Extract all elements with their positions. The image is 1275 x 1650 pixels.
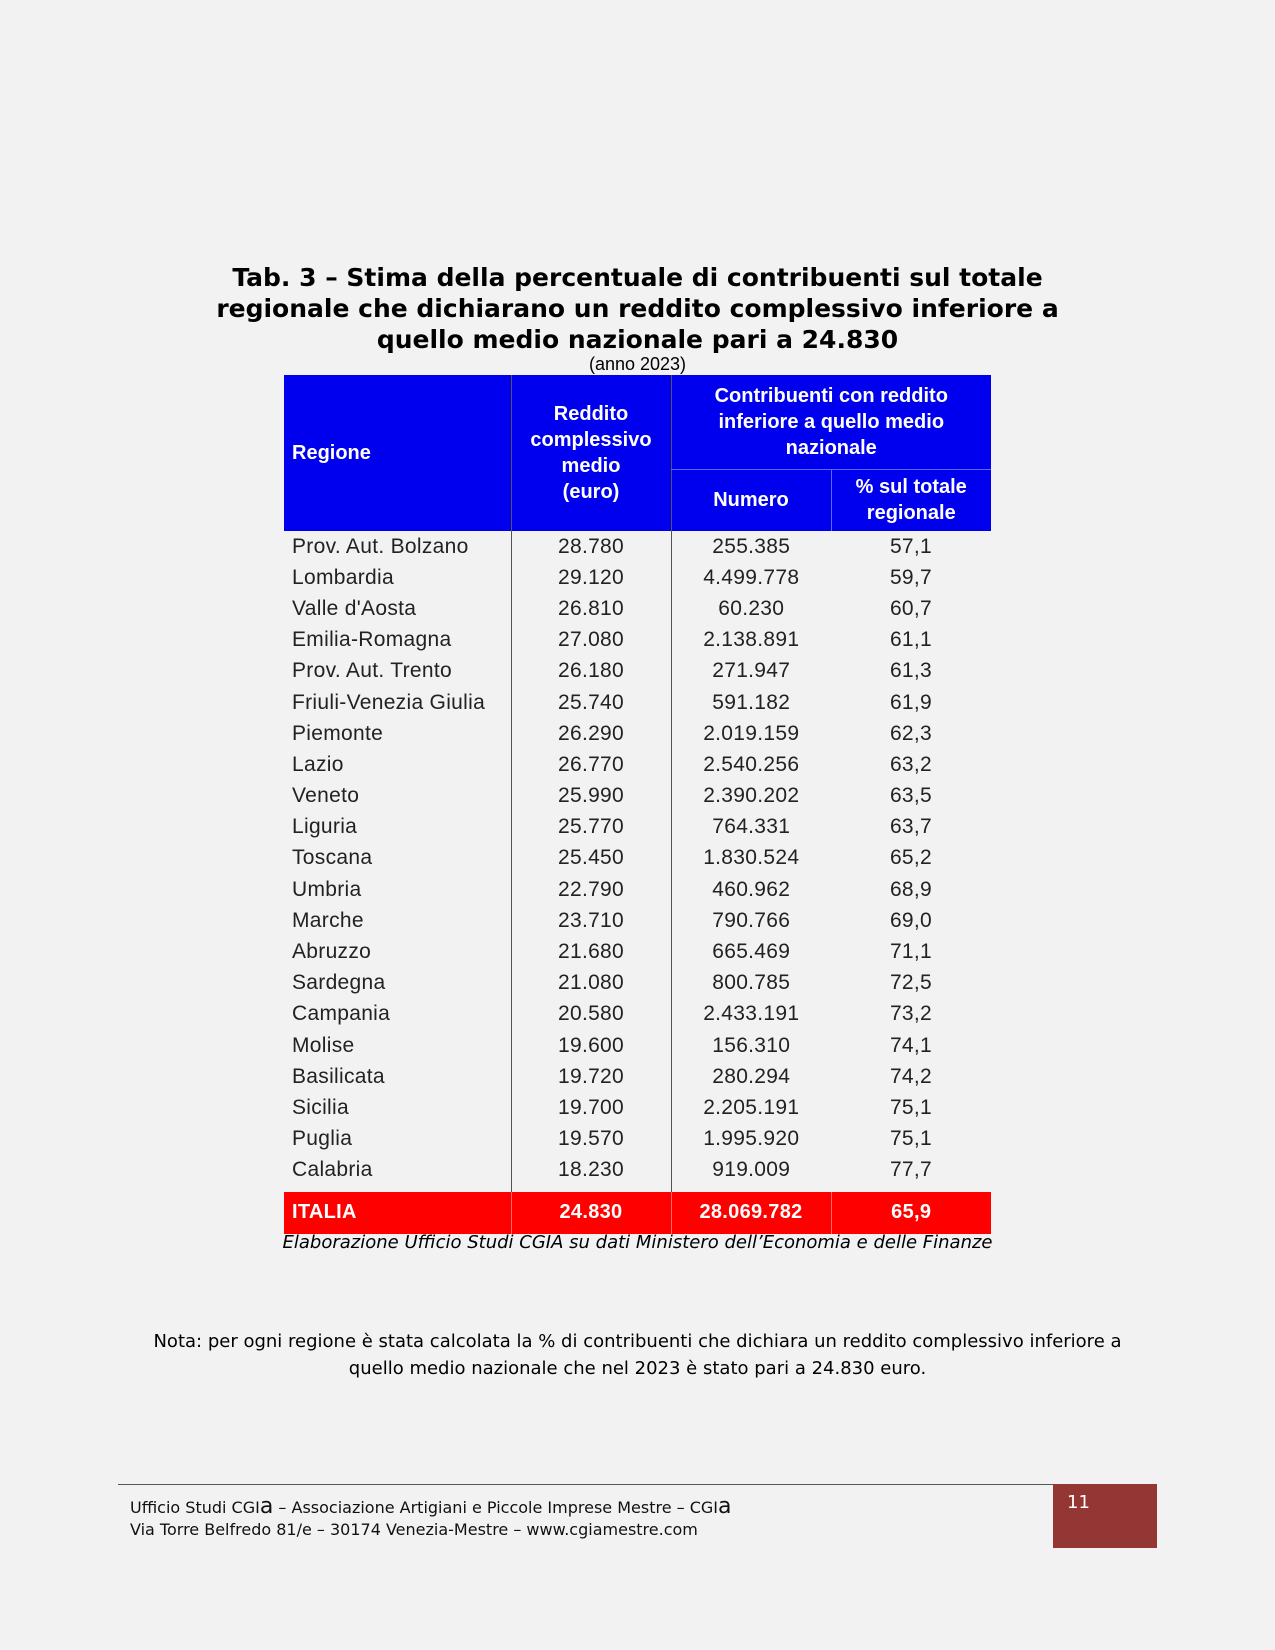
table-row bbox=[284, 1061, 991, 1092]
cell-numero: 764.331 bbox=[671, 812, 831, 843]
title-line: Tab. 3 – Stima della percentuale di contribuenti sul totale bbox=[232, 263, 1043, 292]
title-line: quello medio nazionale pari a 24.830 bbox=[376, 325, 899, 354]
cell-numero: 2.138.891 bbox=[671, 625, 831, 656]
cell-regione: Abruzzo bbox=[292, 940, 372, 964]
table-row bbox=[284, 656, 991, 687]
cell-reddito: 19.700 bbox=[511, 1092, 671, 1123]
table-title bbox=[170, 262, 1105, 355]
cell-reddito: 19.600 bbox=[511, 1030, 671, 1061]
cell-reddito: 25.990 bbox=[511, 781, 671, 812]
cell-reddito: 21.080 bbox=[511, 968, 671, 999]
cell-regione: Toscana bbox=[292, 846, 373, 870]
footer-line-2: Via Torre Belfredo 81/e – 30174 Venezia-Mestre – www.cgiamestre.com bbox=[130, 1520, 698, 1539]
cell-numero: 800.785 bbox=[671, 968, 831, 999]
cell-reddito: 26.180 bbox=[511, 656, 671, 687]
data-table bbox=[284, 375, 991, 1234]
footer-line-1 bbox=[130, 1496, 1030, 1519]
header-numero: Numero bbox=[671, 469, 831, 531]
cell-regione: Campania bbox=[292, 1002, 391, 1026]
cell-numero: 1.995.920 bbox=[671, 1124, 831, 1155]
cell-percentuale: 74,2 bbox=[889, 1064, 933, 1088]
table-row bbox=[284, 1124, 991, 1155]
cell-numero: 2.205.191 bbox=[671, 1092, 831, 1123]
header-reddito-line: Reddito bbox=[553, 403, 629, 425]
cell-regione: Puglia bbox=[292, 1127, 353, 1151]
table-row bbox=[284, 905, 991, 936]
cell-reddito: 26.770 bbox=[511, 749, 671, 780]
cell-regione: Lazio bbox=[292, 752, 344, 776]
page-number-box bbox=[1053, 1484, 1157, 1548]
cell-percentuale: 77,7 bbox=[889, 1158, 933, 1182]
cell-numero: 1.830.524 bbox=[671, 843, 831, 874]
cell-reddito: 26.810 bbox=[511, 593, 671, 624]
title-line: regionale che dichiarano un reddito complessivo inferiore a bbox=[216, 294, 1059, 323]
cell-percentuale: 63,5 bbox=[889, 784, 933, 808]
page-number: 11 bbox=[1067, 1492, 1090, 1513]
cell-percentuale: 61,9 bbox=[889, 690, 933, 714]
cell-percentuale: 69,0 bbox=[889, 908, 933, 932]
table-row bbox=[284, 749, 991, 780]
cell-percentuale: 65,2 bbox=[889, 846, 933, 870]
header-group-line: inferiore a quello medio bbox=[718, 410, 945, 433]
table-row bbox=[284, 562, 991, 593]
cell-percentuale: 71,1 bbox=[889, 940, 933, 964]
cell-numero: 271.947 bbox=[671, 656, 831, 687]
table-row bbox=[284, 687, 991, 718]
table-row bbox=[284, 718, 991, 749]
total-regione: ITALIA bbox=[284, 1192, 511, 1234]
footer-text: Ufficio Studi CGI bbox=[130, 1498, 260, 1517]
cell-regione: Molise bbox=[292, 1033, 355, 1057]
header-contribuenti-group bbox=[671, 375, 991, 469]
table-row bbox=[284, 936, 991, 967]
table-row bbox=[284, 968, 991, 999]
header-reddito-line: medio bbox=[561, 455, 621, 477]
cell-numero: 255.385 bbox=[671, 531, 831, 562]
header-regione: Regione bbox=[284, 375, 511, 531]
footnote-line: Nota: per ogni regione è stata calcolata la % di contribuenti che dichiara un reddito complessivo inferiore a bbox=[153, 1331, 1122, 1352]
total-reddito: 24.830 bbox=[511, 1192, 671, 1234]
cell-reddito: 25.450 bbox=[511, 843, 671, 874]
cell-percentuale: 63,7 bbox=[889, 815, 933, 839]
cell-percentuale: 61,1 bbox=[889, 628, 933, 652]
table-row bbox=[284, 1030, 991, 1061]
cell-percentuale: 62,3 bbox=[889, 721, 933, 745]
footer-logo-a: a bbox=[259, 1494, 274, 1519]
footer-divider bbox=[118, 1484, 1053, 1485]
table-row bbox=[284, 1092, 991, 1123]
table-row bbox=[284, 874, 991, 905]
cell-regione: Friuli-Venezia Giulia bbox=[292, 690, 486, 714]
cell-numero: 2.540.256 bbox=[671, 749, 831, 780]
header-perc-line: % sul totale bbox=[855, 476, 967, 499]
footer-text: – Associazione Artigiani e Piccole Imprese Mestre – CGI bbox=[273, 1498, 718, 1517]
cell-numero: 4.499.778 bbox=[671, 562, 831, 593]
cell-percentuale: 75,1 bbox=[889, 1095, 933, 1119]
table-row bbox=[284, 812, 991, 843]
cell-numero: 60.230 bbox=[671, 593, 831, 624]
cell-reddito: 19.570 bbox=[511, 1124, 671, 1155]
cell-regione: Lombardia bbox=[292, 565, 394, 589]
cell-percentuale: 73,2 bbox=[889, 1002, 933, 1026]
cell-regione: Liguria bbox=[292, 815, 358, 839]
header-group-line: Contribuenti con reddito bbox=[714, 384, 948, 407]
cell-reddito: 27.080 bbox=[511, 625, 671, 656]
footer-logo-a: a bbox=[718, 1494, 732, 1519]
cell-numero: 2.433.191 bbox=[671, 999, 831, 1030]
cell-regione: Prov. Aut. Bolzano bbox=[292, 534, 469, 558]
table-body bbox=[284, 531, 991, 1234]
page-footer bbox=[130, 1496, 1030, 1541]
cell-percentuale: 68,9 bbox=[889, 877, 933, 901]
cell-numero: 665.469 bbox=[671, 936, 831, 967]
cell-reddito: 25.770 bbox=[511, 812, 671, 843]
cell-reddito: 23.710 bbox=[511, 905, 671, 936]
cell-regione: Piemonte bbox=[292, 721, 384, 745]
cell-regione: Calabria bbox=[292, 1158, 373, 1182]
cell-reddito: 21.680 bbox=[511, 936, 671, 967]
header-reddito-line: (euro) bbox=[562, 481, 620, 503]
cell-reddito: 25.740 bbox=[511, 687, 671, 718]
cell-regione: Veneto bbox=[292, 784, 360, 808]
cell-reddito: 26.290 bbox=[511, 718, 671, 749]
cell-reddito: 28.780 bbox=[511, 531, 671, 562]
cell-regione: Umbria bbox=[292, 877, 362, 901]
cell-percentuale: 60,7 bbox=[889, 596, 933, 620]
cell-reddito: 18.230 bbox=[511, 1155, 671, 1192]
cell-percentuale: 75,1 bbox=[889, 1127, 933, 1151]
footnote-line: quello medio nazionale che nel 2023 è stato pari a 24.830 euro. bbox=[348, 1358, 927, 1379]
cell-reddito: 22.790 bbox=[511, 874, 671, 905]
cell-numero: 2.019.159 bbox=[671, 718, 831, 749]
cell-reddito: 20.580 bbox=[511, 999, 671, 1030]
cell-percentuale: 74,1 bbox=[889, 1033, 933, 1057]
cell-regione: Emilia-Romagna bbox=[292, 628, 452, 652]
header-group-line: nazionale bbox=[785, 436, 877, 459]
cell-percentuale: 63,2 bbox=[889, 752, 933, 776]
table-row bbox=[284, 843, 991, 874]
cell-numero: 790.766 bbox=[671, 905, 831, 936]
table-row bbox=[284, 1155, 991, 1192]
header-reddito bbox=[511, 375, 671, 531]
cell-percentuale: 61,3 bbox=[889, 659, 933, 683]
table-row bbox=[284, 999, 991, 1030]
cell-percentuale: 72,5 bbox=[889, 971, 933, 995]
cell-numero: 280.294 bbox=[671, 1061, 831, 1092]
cell-numero: 156.310 bbox=[671, 1030, 831, 1061]
cell-regione: Valle d'Aosta bbox=[292, 596, 417, 620]
table-row bbox=[284, 781, 991, 812]
cell-numero: 2.390.202 bbox=[671, 781, 831, 812]
table-row bbox=[284, 625, 991, 656]
source-note: Elaborazione Ufficio Studi CGIA su dati Ministero dell’Economia e delle Finanze bbox=[282, 1232, 993, 1253]
table-row bbox=[284, 531, 991, 562]
total-percentuale: 65,9 bbox=[831, 1192, 991, 1234]
footnote bbox=[120, 1328, 1155, 1382]
cell-percentuale: 57,1 bbox=[889, 534, 933, 558]
cell-reddito: 19.720 bbox=[511, 1061, 671, 1092]
header-perc-line: regionale bbox=[866, 502, 956, 525]
cell-percentuale: 59,7 bbox=[889, 565, 933, 589]
cell-regione: Marche bbox=[292, 908, 364, 932]
total-row bbox=[284, 1192, 991, 1234]
total-numero: 28.069.782 bbox=[671, 1192, 831, 1234]
cell-numero: 591.182 bbox=[671, 687, 831, 718]
table-row bbox=[284, 593, 991, 624]
header-percentuale bbox=[831, 469, 991, 531]
cell-regione: Sicilia bbox=[292, 1095, 349, 1119]
header-reddito-line: complessivo bbox=[530, 429, 652, 451]
table-subtitle: (anno 2023) bbox=[588, 354, 687, 374]
cell-numero: 460.962 bbox=[671, 874, 831, 905]
cell-reddito: 29.120 bbox=[511, 562, 671, 593]
cell-regione: Basilicata bbox=[292, 1064, 385, 1088]
cell-regione: Prov. Aut. Trento bbox=[292, 659, 452, 683]
cell-numero: 919.009 bbox=[671, 1155, 831, 1192]
cell-regione: Sardegna bbox=[292, 971, 386, 995]
